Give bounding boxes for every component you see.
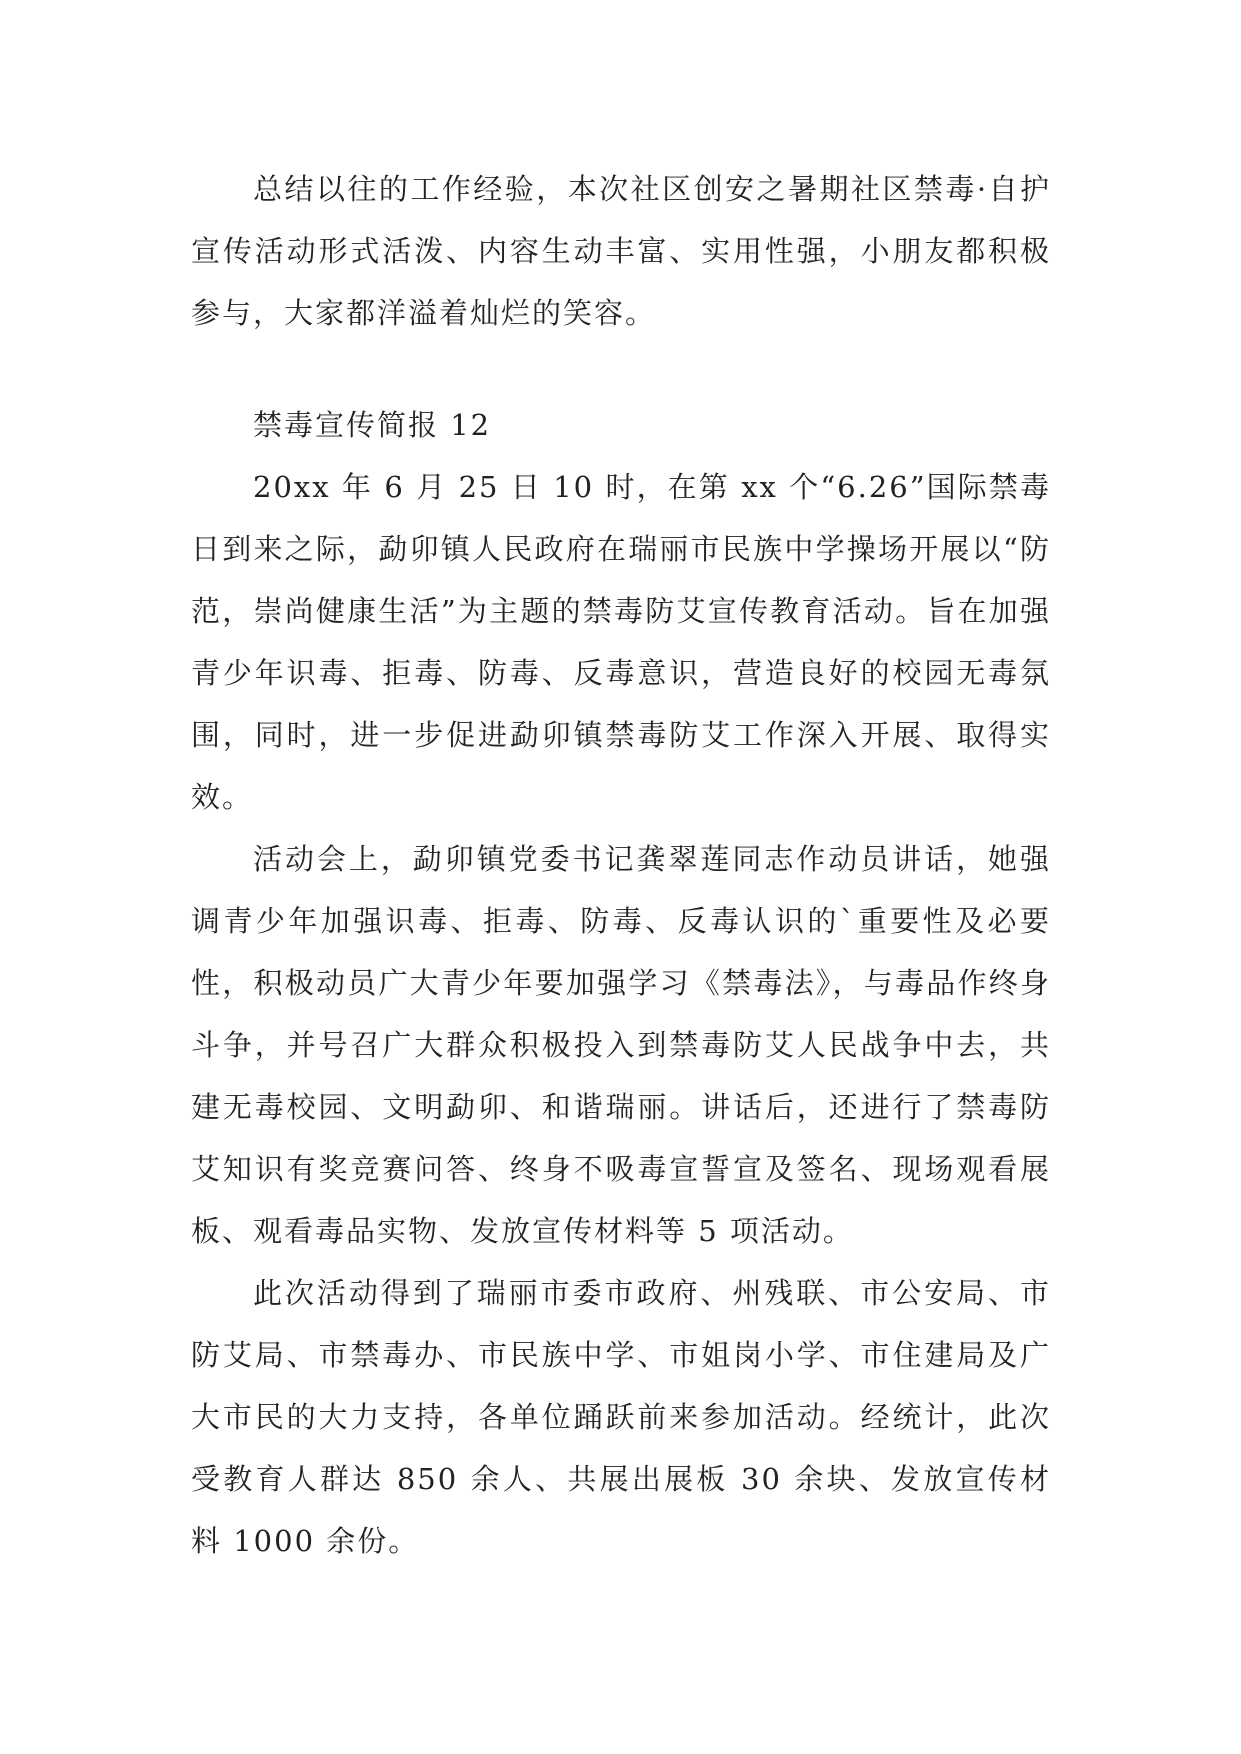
body-paragraph-1: 20xx 年 6 月 25 日 10 时，在第 xx 个“6.26”国际禁毒日到来之际，勐卯镇人民政府在瑞丽市民族中学操场开展以“防范，崇尚健康生活”为主题的禁毒防艾宣传教育活动。旨在加强青少年识毒、拒毒、防毒、反毒意识，营造良好的校园无毒氛围，同时，进一步促进勐卯镇禁毒防艾工作深入开展、取得实效。 <box>191 470 1051 814</box>
document-body <box>191 158 1051 1572</box>
body-paragraph-2: 活动会上，勐卯镇党委书记龚翠莲同志作动员讲话，她强调青少年加强识毒、拒毒、防毒、反毒认识的`重要性及必要性，积极动员广大青少年要加强学习《禁毒法》，与毒品作终身斗争，并号召广大群众积极投入到禁毒防艾人民战争中去，共建无毒校园、文明勐卯、和谐瑞丽。讲话后，还进行了禁毒防艾知识有奖竞赛问答、终身不吸毒宣誓宣及签名、现场观看展板、观看毒品实物、发放宣传材料等 5 项活动。 <box>191 842 1051 1248</box>
summary-paragraph: 总结以往的工作经验，本次社区创安之暑期社区禁毒·自护宣传活动形式活泼、内容生动丰富、实用性强，小朋友都积极参与，大家都洋溢着灿烂的笑容。 <box>191 172 1051 330</box>
body-paragraph-3: 此次活动得到了瑞丽市委市政府、州残联、市公安局、市防艾局、市禁毒办、市民族中学、市姐岗小学、市住建局及广大市民的大力支持，各单位踊跃前来参加活动。经统计，此次受教育人群达 850 余人、共展出展板 30 余块、发放宣传材料 1000 余份。 <box>191 1276 1051 1558</box>
section-title: 禁毒宣传简报 12 <box>253 408 492 442</box>
section-spacer <box>191 344 1051 394</box>
